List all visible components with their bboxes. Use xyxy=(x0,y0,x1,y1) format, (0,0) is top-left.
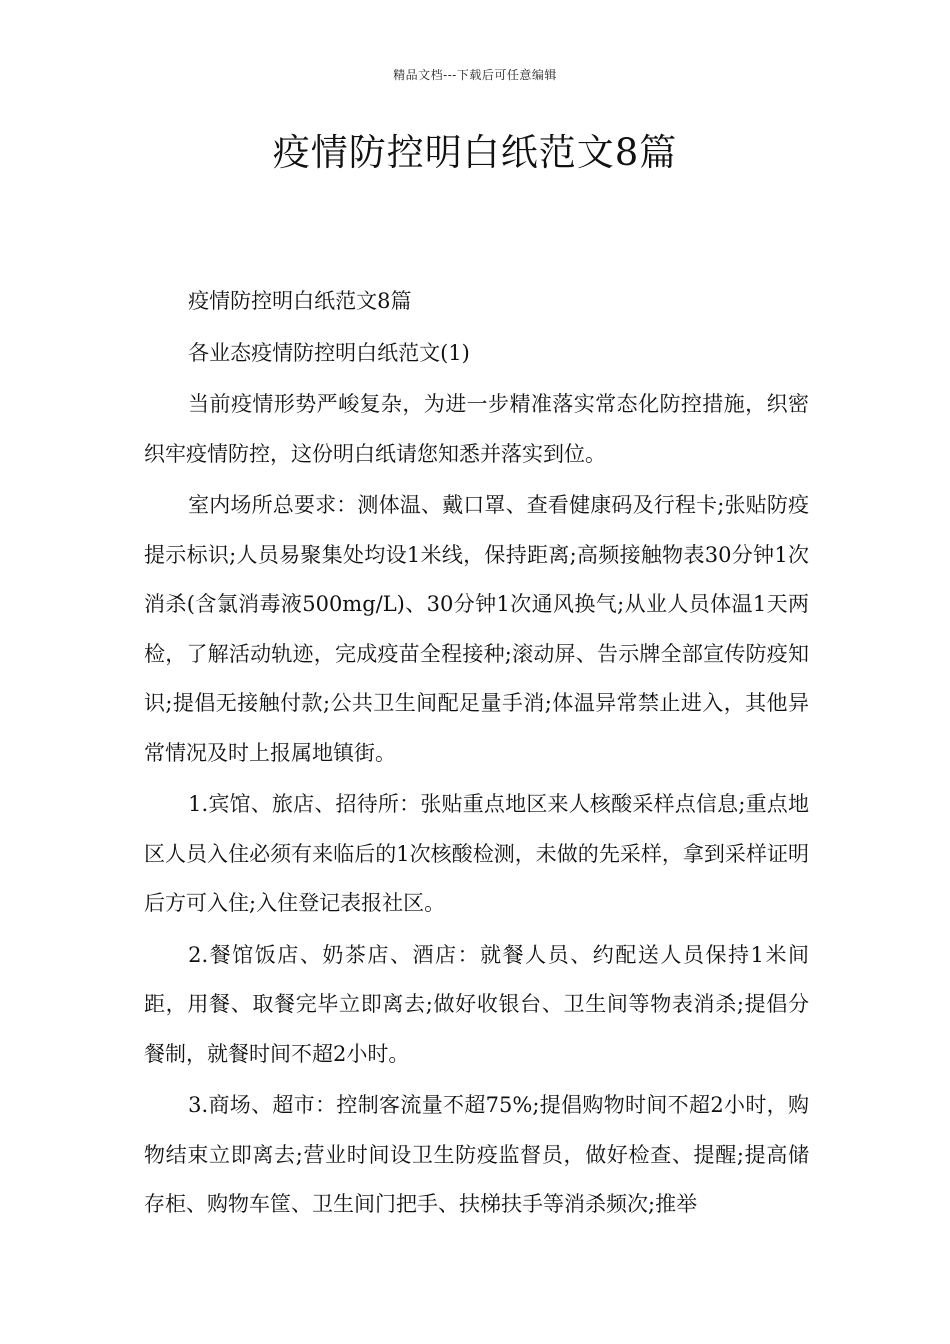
paragraph-restaurants: 2.餐馆饭店、奶茶店、酒店：就餐人员、约配送人员保持1米间距，用餐、取餐完毕立即离去;做好收银台、卫生间等物表消杀;提倡分餐制，就餐时间不超2小时。 xyxy=(144,942,809,1066)
document-title: 疫情防控明白纸范文8篇 xyxy=(272,131,678,174)
paragraph-intro: 当前疫情形势严峻复杂，为进一步精准落实常态化防控措施，织密织牢疫情防控，这份明白纸请您知悉并落实到位。 xyxy=(144,392,809,466)
paragraph-hotels: 1.宾馆、旅店、招待所：张贴重点地区来人核酸采样点信息;重点地区人员入住必须有来临后的1次核酸检测，未做的先采样，拿到采样证明后方可入住;入住登记表报社区。 xyxy=(144,792,809,915)
header-note: 精品文档---下载后可任意编辑 xyxy=(393,68,557,82)
paragraph-general-requirements: 室内场所总要求：测体温、戴口罩、查看健康码及行程卡;张贴防疫提示标识;人员易聚集处均设1米线，保持距离;高频接触物表30分钟1次消杀(含氯消毒液500mg/L)、30分钟1次通风换气;从业人员体温1天两检，了解活动轨迹，完成疫苗全程接种;滚动屏、告示牌全部宣传防疫知识;提倡无接触付款;公共卫生间配足量手消;体温异常禁止进入，其他异常情况及时上报属地镇街。 xyxy=(144,493,809,765)
document-body xyxy=(144,277,809,1230)
paragraph-section-heading: 各业态疫情防控明白纸范文(1) xyxy=(188,340,470,365)
paragraph-malls: 3.商场、超市：控制客流量不超75%;提倡购物时间不超2小时，购物结束立即离去;营业时间设卫生防疫监督员，做好检查、提醒;提高储存柜、购物车筐、卫生间门把手、扶梯扶手等消杀频次;推举 xyxy=(144,1093,809,1216)
paragraph-subtitle: 疫情防控明白纸范文8篇 xyxy=(188,289,412,313)
